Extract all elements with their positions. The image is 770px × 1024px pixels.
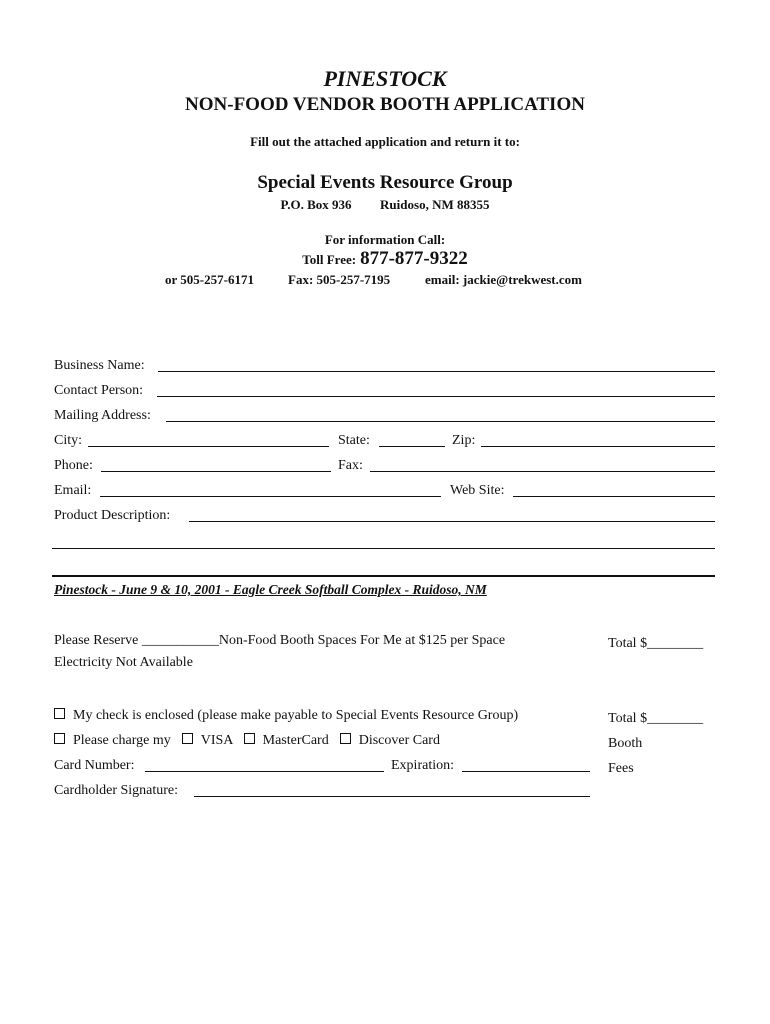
website-label: Web Site: <box>450 483 505 498</box>
zip-field[interactable] <box>481 446 715 447</box>
alt-phone: or 505-257-6171 <box>165 272 254 287</box>
city-label: City: <box>54 433 83 448</box>
signature-field[interactable] <box>194 796 590 797</box>
mailing-address-line <box>0 197 770 213</box>
mastercard-label: MasterCard <box>262 733 329 748</box>
reserve-suffix: Non-Food Booth Spaces For Me at $125 per Space <box>218 633 506 648</box>
product-description-label: Product Description: <box>54 508 171 523</box>
mailing-address-label: Mailing Address: <box>54 408 151 423</box>
card-number-field[interactable] <box>145 771 384 772</box>
booth-quantity-field[interactable]: ___________ <box>141 633 219 648</box>
fax-number: Fax: 505-257-7195 <box>288 272 391 287</box>
contact-person-label: Contact Person: <box>54 383 144 398</box>
email-field[interactable] <box>100 496 441 497</box>
signature-label: Cardholder Signature: <box>54 783 179 798</box>
expiration-label: Expiration: <box>391 758 454 773</box>
visa-label: VISA <box>200 733 233 748</box>
booth-total-field[interactable]: Total $________ <box>608 636 704 651</box>
check-checkbox[interactable] <box>54 708 65 719</box>
reserve-prefix: Please Reserve <box>54 633 142 648</box>
website-field[interactable] <box>513 496 715 497</box>
fax-field[interactable] <box>370 471 715 472</box>
product-description-field[interactable] <box>189 521 715 522</box>
card-number-label: Card Number: <box>54 758 135 773</box>
discover-label: Discover Card <box>358 733 440 748</box>
business-name-label: Business Name: <box>54 358 145 373</box>
check-option-label: My check is enclosed (please make payable to Special Events Resource Group) <box>73 708 519 723</box>
section-divider <box>52 575 715 577</box>
city-field[interactable] <box>88 446 329 447</box>
fees-label: Fees <box>608 761 634 776</box>
payment-total-field[interactable]: Total $________ <box>608 711 704 726</box>
state-label: State: <box>338 433 370 448</box>
organization-name: Special Events Resource Group <box>257 172 513 193</box>
charge-option-label: Please charge my <box>73 733 171 748</box>
info-call-label: For information Call: <box>324 232 446 247</box>
contact-person-field[interactable] <box>157 396 715 397</box>
toll-free-number: 877-877-9322 <box>360 248 468 269</box>
toll-free-label: Toll Free: <box>302 252 357 267</box>
po-box: P.O. Box 936 <box>280 197 352 212</box>
charge-option <box>54 733 440 749</box>
discover-checkbox[interactable] <box>340 733 351 744</box>
event-title: Pinestock - June 9 & 10, 2001 - Eagle Creek Softball Complex - Ruidoso, NM <box>54 582 487 597</box>
state-field[interactable] <box>379 446 445 447</box>
toll-free-line <box>0 248 770 270</box>
product-description-field-2[interactable] <box>52 548 715 549</box>
contact-email: email: jackie@trekwest.com <box>425 272 582 287</box>
city-state-zip: Ruidoso, NM 88355 <box>380 197 490 212</box>
page-subtitle: NON-FOOD VENDOR BOOTH APPLICATION <box>185 94 585 115</box>
email-label: Email: <box>54 483 92 498</box>
page-title: PINESTOCK <box>323 66 447 91</box>
booth-label: Booth <box>608 736 643 751</box>
phone-field[interactable] <box>101 471 331 472</box>
mastercard-checkbox[interactable] <box>244 733 255 744</box>
return-instruction: Fill out the attached application and return it to: <box>250 134 520 149</box>
electricity-note: Electricity Not Available <box>54 655 193 670</box>
reserve-line <box>54 633 505 649</box>
charge-checkbox[interactable] <box>54 733 65 744</box>
zip-label: Zip: <box>452 433 476 448</box>
check-option[interactable] <box>54 708 518 724</box>
expiration-field[interactable] <box>462 771 590 772</box>
mailing-address-field[interactable] <box>166 421 715 422</box>
phone-label: Phone: <box>54 458 93 473</box>
fax-label: Fax: <box>338 458 363 473</box>
visa-checkbox[interactable] <box>182 733 193 744</box>
business-name-field[interactable] <box>158 371 715 372</box>
